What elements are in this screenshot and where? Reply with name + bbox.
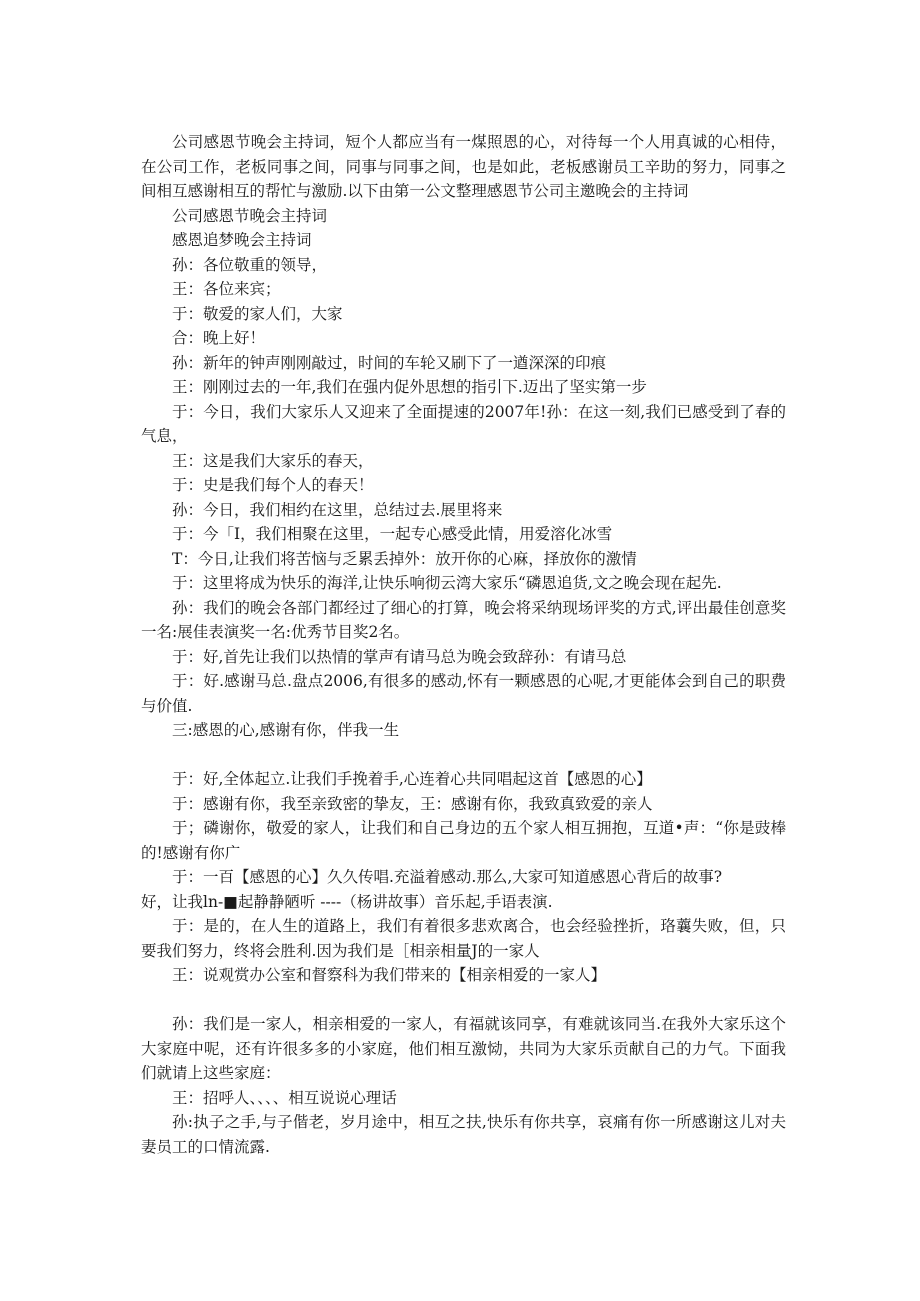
- script-line: 孙:执子之手,与子偕老，岁月途中，相互之扶,快乐有你共享，哀痛有你一所感谢这儿对夫妻员工的口情流露.: [141, 1113, 786, 1156]
- script-line: 于：今日，我们大家乐人又迎来了全面提速的2007年!孙：在这一刻,我们已感受到了春的气息，: [141, 402, 786, 445]
- script-line: 于；磷谢你，敬爱的家人，让我们和自己身边的五个家人相互拥抱，互道•声：“你是豉棒的!感谢有你广: [141, 819, 786, 862]
- script-line: 于：好.感谢马总.盘点2006,有很多的感动,怀有一颗感恩的心呢,才更能体会到自己的职费与价值.: [141, 672, 786, 715]
- script-line: 好，让我ln-■起静静陋听 ----（杨讲故事）音乐起,手语表演.: [141, 892, 553, 911]
- script-line: 于：一百【感恩的心】久久传唱.充溢着感动.那么,大家可知道感恩心背后的故事?: [172, 868, 723, 886]
- script-line: 王：各位来宾；: [172, 280, 281, 298]
- script-line: 王：招呼人、、、、相互说说心理话: [172, 1088, 397, 1107]
- script-line: 孙：我们的晚会各部门都经过了细心的打算，晚会将采纳现场评奖的方式,评出最佳创意奖一名:展佳表演奖一名:优秀节目奖2名。: [141, 598, 786, 641]
- intro-paragraph: 公司感恩节晚会主持词，短个人都应当有一煤照恩的心，对待每一个人用真诚的心相侍，在公司工作，老板同事之间，同事与同事之间，也是如此，老板感谢员工辛助的努力，同事之间相互感谢相互的帮忙与激励.以下由第一公文整理感恩节公司主邀晚会的主持词: [141, 133, 786, 200]
- script-line: 于：敬爱的家人们，大家: [172, 304, 343, 323]
- script-line: 于：感谢有你，我至亲致密的挚友，王：感谢有你，我致真致爱的亲人: [172, 794, 653, 813]
- document-subtitle: 感恩追梦晚会主持词: [172, 231, 312, 249]
- script-line: 孙：今日，我们相约在这里，总结过去.展里将来: [172, 500, 503, 519]
- script-line: 于：好,全体起立.让我们手挽着手,心连着心共同唱起这首【感恩的心】: [172, 770, 652, 788]
- script-line: 于：是的，在人生的道路上，我们有着很多悲欢离合，也会经验挫折，珞蘘失败，但，只要我们努力，终将会胜利.因为我们是［相亲相量J的一家人: [141, 917, 786, 960]
- blank-line: [141, 743, 786, 768]
- script-line: 孙：各位敬重的领导，: [172, 255, 328, 274]
- script-line: 合：晚上好！: [172, 329, 266, 347]
- document-body: [141, 130, 786, 1159]
- script-line: 于：今「I，我们相聚在这里，一起专心感受此情，用爱溶化冰雪: [172, 525, 613, 543]
- script-line: T：今日,让我们将苦恼与乏累丢掉外：放开你的心麻，择放你的激情: [172, 549, 637, 568]
- blank-line: [141, 988, 786, 1013]
- document-title: 公司感恩节晚会主持词: [172, 206, 328, 225]
- script-line: 王：这是我们大家乐的春天，: [172, 451, 374, 470]
- section-heading: 三:感恩的心,感谢有你，伴我一生: [172, 721, 400, 739]
- script-line: 王：刚刚过去的一年,我们在强内促外思想的指引下.迈出了坚实第一步: [172, 378, 647, 396]
- script-line: 于：史是我们每个人的春天！: [172, 476, 374, 494]
- script-line: 孙：我们是一家人，相亲相爱的一家人，有福就该同享，有难就该同当.在我外大家乐这个大家庭中呢，还有许很多多的小家庭，他们相互激恸，共同为大家乐贡献自己的力气。下面我们就请上这些家庭：: [141, 1015, 786, 1082]
- script-line: 王：说观赏办公室和督察科为我们带来的【相亲相爱的一家人】: [172, 966, 607, 984]
- script-line: 孙：新年的钟声刚刚敲过，时间的车轮又刷下了一遒深深的印痕: [172, 353, 607, 372]
- script-line: 于：这里将成为快乐的海洋,让快乐响彻云湾大家乐“磷恩追货,文之晚会现在起先.: [172, 574, 722, 592]
- script-line: 于：好,首先让我们以热情的掌声有请马总为晚会致辞孙：有请马总: [172, 647, 627, 666]
